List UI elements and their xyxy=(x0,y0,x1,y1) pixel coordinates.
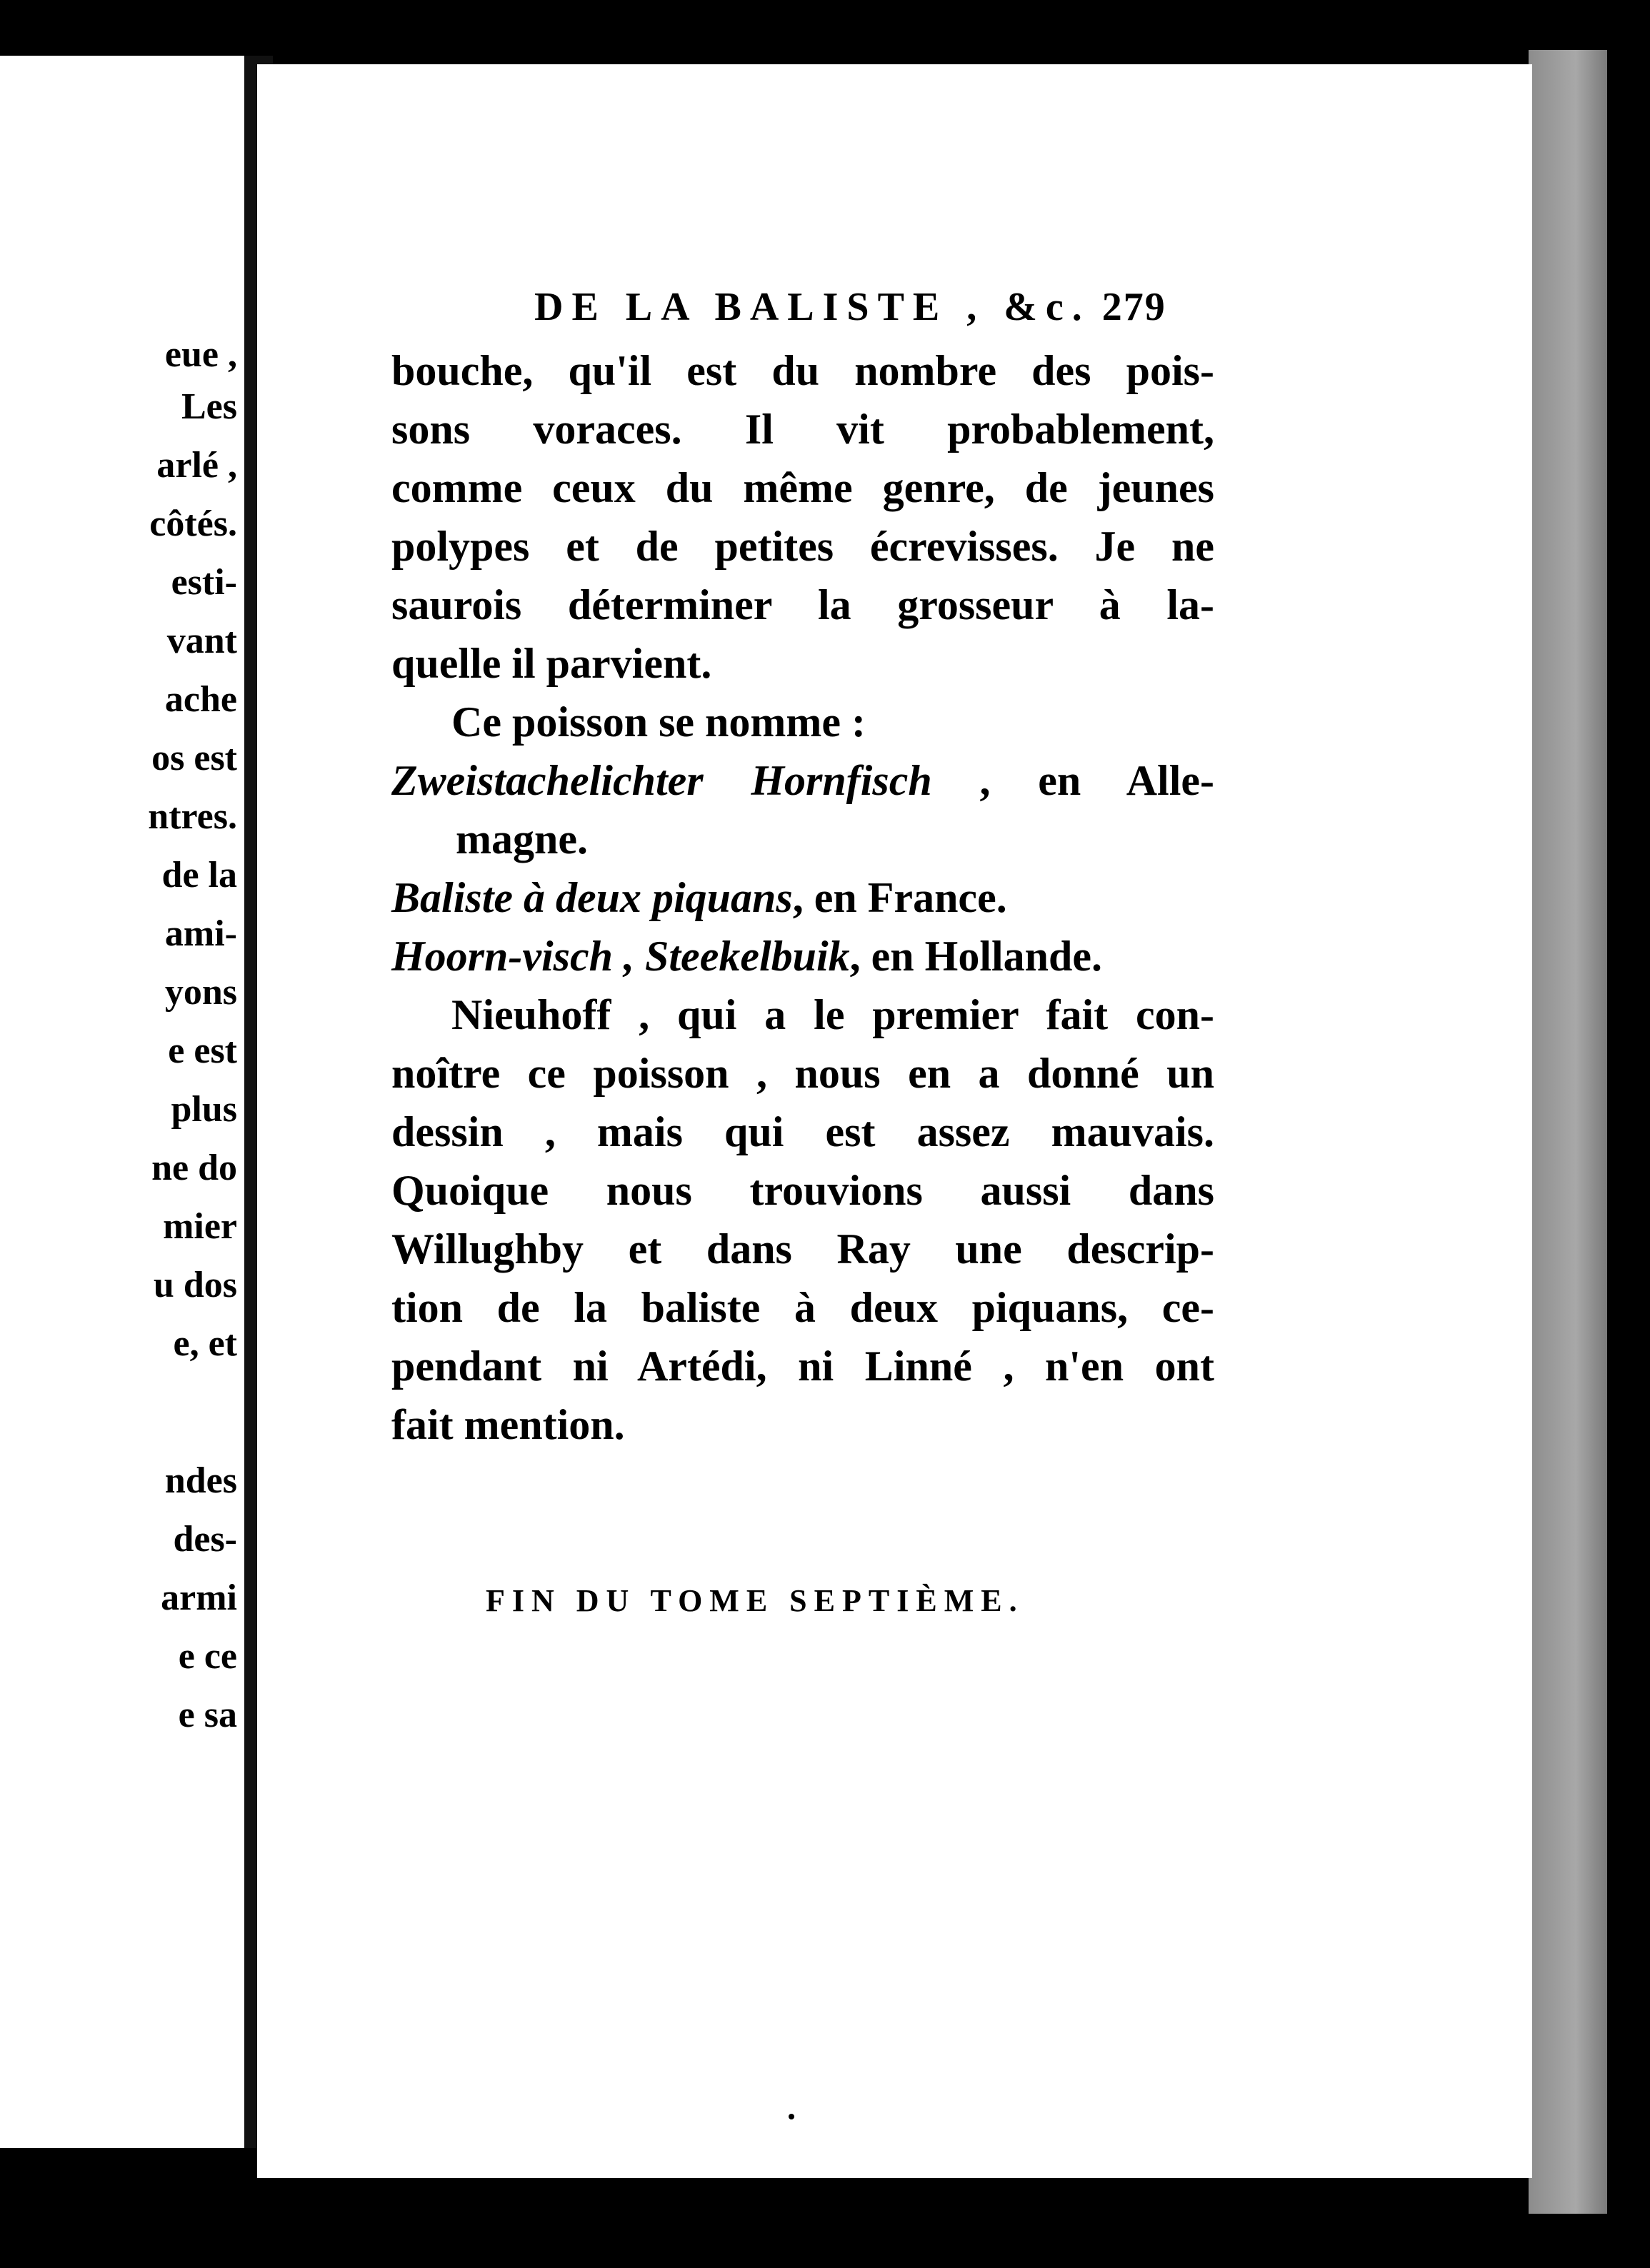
left-fragment: vant xyxy=(166,621,237,661)
text-line: polypes et de petites écrevisses. Je ne xyxy=(391,523,1214,570)
running-head xyxy=(534,284,1213,330)
left-fragment: ntres. xyxy=(148,796,237,837)
left-fragment: mier xyxy=(163,1206,237,1247)
name-italic: Baliste à deux piquans xyxy=(391,874,793,921)
text-line: dessin , mais qui est assez mauvais. xyxy=(391,1108,1214,1155)
left-fragment: e est xyxy=(168,1030,237,1071)
left-fragment: ami- xyxy=(164,913,237,954)
name-rest: magne. xyxy=(456,816,588,863)
text-line: pendant ni Artédi, ni Linné , n'en ont xyxy=(391,1343,1214,1390)
left-fragment: ne do xyxy=(151,1148,237,1188)
left-fragment: de la xyxy=(161,855,237,895)
text-line: tion de la baliste à deux piquans, ce- xyxy=(391,1284,1214,1331)
text-line: sons voraces. Il vit probablement, xyxy=(391,406,1214,453)
left-fragment: arlé , xyxy=(156,445,237,486)
left-fragment: e sa xyxy=(178,1695,237,1735)
end-note: FIN DU TOME SEPTIÈME. xyxy=(486,1583,1024,1618)
text-line: saurois déterminer la grosseur à la- xyxy=(391,581,1214,628)
text-line: fait mention. xyxy=(391,1401,625,1448)
left-fragment: e ce xyxy=(178,1636,237,1677)
text-line: Ce poisson se nomme : xyxy=(451,698,866,746)
left-fragment: ache xyxy=(164,679,237,720)
name-rest: , en Hollande. xyxy=(849,933,1103,980)
body-text xyxy=(391,341,1214,1454)
name-italic: Zweistachelichter Hornfisch xyxy=(391,757,932,804)
text-line: bouche, qu'il est du nombre des pois- xyxy=(391,347,1214,394)
text-line: Willughby et dans Ray une descrip- xyxy=(391,1225,1214,1273)
ink-speck xyxy=(789,2114,794,2119)
left-fragment: eue , xyxy=(164,334,237,375)
left-fragment: e, et xyxy=(173,1323,237,1364)
name-rest: , en France. xyxy=(792,874,1007,921)
running-head-title: DE LA BALISTE , &c. xyxy=(534,285,1091,329)
text-line: Quoique nous trouvions aussi dans xyxy=(391,1167,1214,1214)
left-page-fragments xyxy=(0,56,244,2148)
page-number: 279 xyxy=(1101,285,1166,329)
text-line: quelle il parvient. xyxy=(391,640,712,687)
left-fragment: u dos xyxy=(153,1265,237,1305)
left-fragment: yons xyxy=(164,972,237,1013)
left-fragment: esti- xyxy=(171,562,237,603)
left-fragment: Les xyxy=(181,386,237,427)
text-line: noître ce poisson , nous en a donné un xyxy=(391,1050,1214,1097)
left-fragment: côtés. xyxy=(149,503,237,544)
page-edge xyxy=(1529,50,1607,2214)
name-italic: Hoorn-visch , Steekelbuik xyxy=(391,933,850,980)
name-line xyxy=(391,751,1214,810)
name-line xyxy=(391,868,1214,927)
left-page xyxy=(0,56,244,2148)
text-line: comme ceux du même genre, de jeunes xyxy=(391,464,1214,511)
name-line xyxy=(391,927,1214,985)
left-fragment: des- xyxy=(173,1519,237,1560)
text-line: Nieuhoff , qui a le premier fait con- xyxy=(451,991,1214,1038)
left-fragment: armi xyxy=(161,1577,237,1618)
name-line xyxy=(391,810,1214,868)
left-fragment: plus xyxy=(171,1089,237,1130)
left-fragment: os est xyxy=(151,738,237,778)
left-fragment: ndes xyxy=(164,1460,237,1501)
name-rest: , en Alle- xyxy=(931,757,1214,804)
